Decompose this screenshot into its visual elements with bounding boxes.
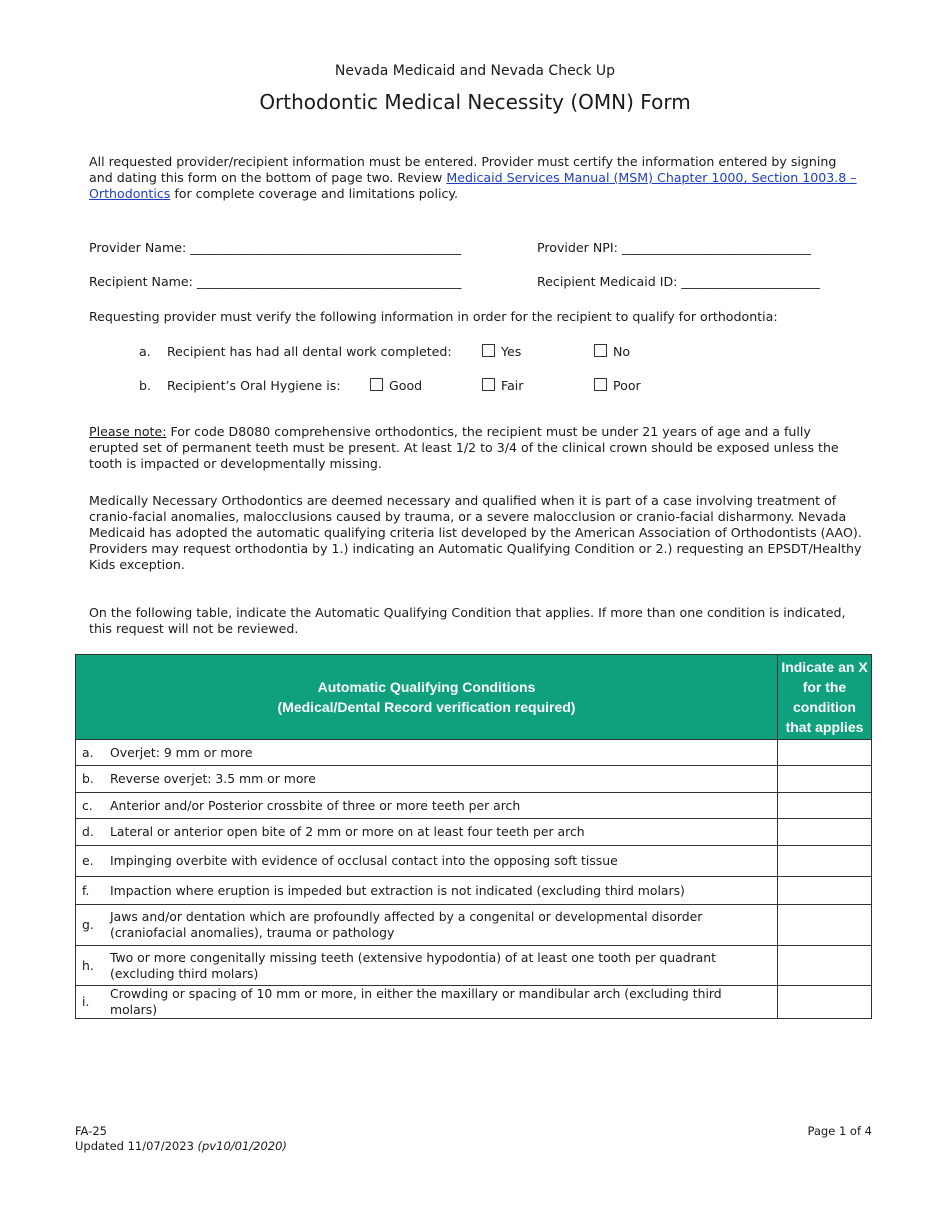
- medically-necessary-paragraph: Medically Necessary Orthodontics are deemed necessary and qualified when it is part of a case involving treatment of cranio-facial anomalies, malocclusions caused by trauma, or a severe malocclusion or cranio-facial disharmony. Nevada Medicaid has adopted the automatic qualifying criteria list developed by the American Association of Orthodontists (AAO). Providers may request orthodontia by 1.) indicating an Automatic Qualifying Condition or 2.) requesting an EPSDT/Healthy Kids exception.: [89, 493, 862, 572]
- table-row: [76, 986, 872, 1019]
- recipient-medicaid-id-field[interactable]: Recipient Medicaid ID: ______________________: [537, 274, 820, 289]
- row-condition: Two or more congenitally missing teeth (extensive hypodontia) of at least one tooth per quadrant (excluding third molars): [108, 946, 778, 986]
- row-letter: f.: [76, 877, 109, 905]
- checkbox-icon: [370, 378, 383, 391]
- intro-paragraph: [89, 154, 864, 202]
- table-row: [76, 905, 872, 946]
- provider-name-field[interactable]: Provider Name: ___________________________________________: [89, 240, 462, 255]
- hygiene-good-checkbox[interactable]: [370, 378, 422, 393]
- condition-d-mark-cell[interactable]: [778, 819, 872, 846]
- no-label: No: [613, 344, 631, 359]
- form-title: Orthodontic Medical Necessity (OMN) Form: [259, 90, 691, 114]
- row-letter: i.: [76, 986, 109, 1019]
- table-row: [76, 877, 872, 905]
- row-letter: e.: [76, 846, 109, 877]
- row-condition: Crowding or spacing of 10 mm or more, in either the maxillary or mandibular arch (excluding third molars): [108, 986, 778, 1019]
- please-note-paragraph: [89, 424, 864, 472]
- conditions-header-line1: Automatic Qualifying Conditions: [317, 679, 536, 695]
- dental-work-label: Recipient has had all dental work completed:: [167, 344, 452, 359]
- please-note-label: Please note:: [89, 424, 167, 439]
- row-letter: a.: [76, 740, 109, 766]
- condition-i-mark-cell[interactable]: [778, 986, 872, 1019]
- checkbox-icon: [594, 378, 607, 391]
- row-condition: Reverse overjet: 3.5 mm or more: [108, 766, 778, 793]
- condition-c-mark-cell[interactable]: [778, 793, 872, 819]
- intro-text-before: All requested provider/recipient information must be entered. Provider must certify the information entered by signing and dating this form on the bottom of page two. Review: [89, 154, 837, 185]
- fair-label: Fair: [501, 378, 524, 393]
- intro-text-after: for complete coverage and limitations policy.: [170, 186, 459, 201]
- updated-text: Updated 11/07/2023: [75, 1139, 198, 1153]
- oral-hygiene-label: Recipient’s Oral Hygiene is:: [167, 378, 341, 393]
- condition-h-mark-cell[interactable]: [778, 946, 872, 986]
- table-row: [76, 740, 872, 766]
- page-number: Page 1 of 4: [807, 1124, 872, 1138]
- condition-e-mark-cell[interactable]: [778, 846, 872, 877]
- conditions-header: [76, 655, 778, 740]
- qualifying-conditions-table: [75, 654, 872, 1019]
- check-b-letter: b.: [139, 378, 151, 393]
- verify-instructions: Requesting provider must verify the following information in order for the recipient to qualify for orthodontia:: [89, 309, 778, 324]
- row-condition: Impaction where eruption is impeded but extraction is not indicated (excluding third molars): [108, 877, 778, 905]
- checkbox-icon: [594, 344, 607, 357]
- row-letter: h.: [76, 946, 109, 986]
- condition-f-mark-cell[interactable]: [778, 877, 872, 905]
- recipient-name-field[interactable]: Recipient Name: __________________________________________: [89, 274, 462, 289]
- condition-a-mark-cell[interactable]: [778, 740, 872, 766]
- row-letter: c.: [76, 793, 109, 819]
- row-letter: g.: [76, 905, 109, 946]
- provider-npi-field[interactable]: Provider NPI: ______________________________: [537, 240, 811, 255]
- row-condition: Overjet: 9 mm or more: [108, 740, 778, 766]
- updated-date: [75, 1139, 287, 1154]
- conditions-header-line2: (Medical/Dental Record verification required): [277, 699, 576, 715]
- good-label: Good: [389, 378, 423, 393]
- table-instructions: On the following table, indicate the Automatic Qualifying Condition that applies. If more than one condition is indicated, this request will not be reviewed.: [89, 605, 846, 636]
- condition-b-mark-cell[interactable]: [778, 766, 872, 793]
- yes-label: Yes: [501, 344, 522, 359]
- checkbox-icon: [482, 378, 495, 391]
- form-subtitle: Nevada Medicaid and Nevada Check Up: [334, 63, 616, 79]
- table-row: [76, 793, 872, 819]
- dental-work-yes-checkbox[interactable]: [482, 344, 521, 359]
- row-letter: b.: [76, 766, 109, 793]
- hygiene-fair-checkbox[interactable]: [482, 378, 523, 393]
- indicate-x-header: Indicate an X for the condition that applies: [778, 655, 872, 740]
- previous-version: (pv10/01/2020): [197, 1139, 287, 1153]
- row-condition: Jaws and/or dentation which are profoundly affected by a congenital or developmental disorder (craniofacial anomalies), trauma or pathology: [108, 905, 778, 946]
- check-a-letter: a.: [139, 344, 151, 359]
- condition-g-mark-cell[interactable]: [778, 905, 872, 946]
- msm-chapter-link[interactable]: Medicaid Services Manual (MSM) Chapter 1000, Section 1003.8 – Orthodontics: [89, 170, 857, 201]
- poor-label: Poor: [613, 378, 641, 393]
- hygiene-poor-checkbox[interactable]: [594, 378, 641, 393]
- row-letter: d.: [76, 819, 109, 846]
- table-row: [76, 846, 872, 877]
- row-condition: Anterior and/or Posterior crossbite of three or more teeth per arch: [108, 793, 778, 819]
- table-row: [76, 766, 872, 793]
- table-row: [76, 946, 872, 986]
- checkbox-icon: [482, 344, 495, 357]
- row-condition: Lateral or anterior open bite of 2 mm or more on at least four teeth per arch: [108, 819, 778, 846]
- form-id: FA-25: [75, 1124, 107, 1138]
- please-note-text: For code D8080 comprehensive orthodontics, the recipient must be under 21 years of age and a fully erupted set of permanent teeth must be present. At least 1/2 to 3/4 of the clinical crown should be exposed unless the tooth is impacted or developmentally missing.: [89, 424, 839, 471]
- footer-form-info: [75, 1124, 287, 1154]
- dental-work-no-checkbox[interactable]: [594, 344, 630, 359]
- table-row: [76, 819, 872, 846]
- row-condition: Impinging overbite with evidence of occlusal contact into the opposing soft tissue: [108, 846, 778, 877]
